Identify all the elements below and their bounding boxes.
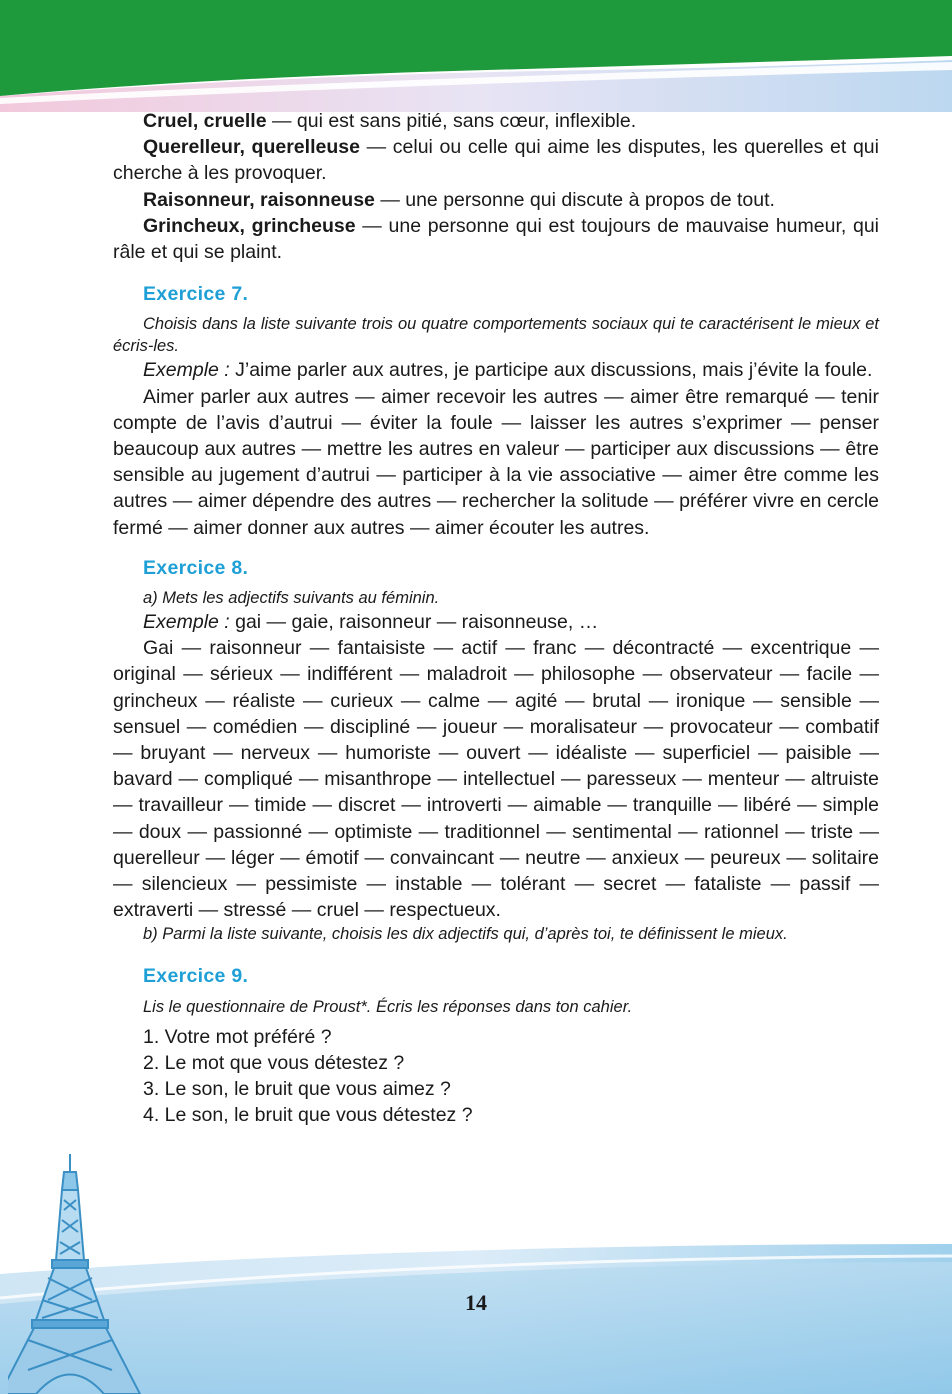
exercise-8-example: [113, 609, 879, 635]
definition-text: — une personne qui discute à propos de tout.: [374, 188, 775, 211]
definition-cruel: [113, 108, 879, 134]
question-item: 1. Votre mot préféré ?: [143, 1025, 332, 1048]
definition-term: Grincheux, grincheuse: [143, 214, 356, 237]
exercise-8-title: Exercice 8.: [143, 556, 249, 579]
definition-term: Cruel, cruelle: [143, 110, 267, 132]
page-content: [113, 108, 879, 1129]
exercise-8-instruction-a: a) Mets les adjectifs suivants au féminin.: [143, 589, 440, 608]
exercise-9-instruction: Lis le questionnaire de Proust*. Écris les réponses dans ton cahier.: [143, 997, 633, 1016]
question-list: [143, 1024, 879, 1129]
exercise-7-list: Aimer parler aux autres — aimer recevoir les autres — aimer être remarqué — tenir compte de l’avis d’autrui — éviter la foule — laisser les autres s’exprimer — penser beaucoup aux autres — mettre les autres en valeur — participer aux discussions — être sensible au jugement d’autrui — participer à la vie associative — aimer être comme les autres — aimer dépendre des autres — rechercher la solitude — préférer vivre en cercle fermé — aimer donner aux autres — aimer écouter les autres.: [113, 385, 879, 539]
exercise-7-example: [113, 357, 879, 383]
example-label: Exemple :: [143, 359, 230, 382]
definition-text: — qui est sans pitié, sans cœur, inflexible.: [266, 110, 637, 132]
definition-term: Raisonneur, raisonneuse: [143, 188, 375, 211]
exercise-8-instruction-b: b) Parmi la liste suivante, choisis les dix adjectifs qui, d’après toi, te définissent le mieux.: [143, 925, 788, 944]
definition-grincheux: [113, 213, 879, 265]
exercise-9-title: Exercice 9.: [143, 965, 249, 988]
example-text: J’aime parler aux autres, je participe aux discussions, mais j’évite la foule.: [229, 359, 873, 382]
exercise-8-list: Gai — raisonneur — fantaisiste — actif — franc — décontracté — excentrique — original — sérieux — indifférent — maladroit — philosophe — observateur — facile — grincheux — réaliste — curieux — calme — agité — brutal — ironique — sensible — sensuel — comédien — discipliné — joueur — moralisateur — provocateur — combatif — bruyant — nerveux — humoriste — ouvert — idéaliste — superficiel — paisible — bavard — compliqué — misanthrope — intellectuel — paresseux — menteur — altruiste — travailleur — timide — discret — introverti — aimable — tranquille — libéré — simple — doux — passionné — optimiste — traditionnel — sentimental — rationnel — triste — querelleur — léger — émotif — convaincant — neutre — anxieux — peureux — solitaire — silencieux — pessimiste — instable — tolérant — secret — fataliste — passif — extraverti — stressé — cruel — respectueux.: [113, 637, 879, 922]
page-number: 14: [465, 1290, 487, 1315]
exercise-7-title: Exercice 7.: [143, 283, 249, 306]
question-item: 2. Le mot que vous détestez ?: [143, 1051, 405, 1074]
question-item: 4. Le son, le bruit que vous détestez ?: [143, 1104, 473, 1127]
exercise-7-instruction: Choisis dans la liste suivante trois ou quatre comportements sociaux qui te caractérisent le mieux et écris-les.: [113, 315, 879, 356]
definition-querelleur: [113, 134, 879, 186]
definition-text: — une personne qui est toujours de mauvaise humeur, qui râle et qui se plaint.: [113, 214, 880, 264]
top-banner: [0, 0, 952, 112]
example-text: gai — gaie, raisonneur — raisonneuse, …: [229, 611, 599, 634]
eiffel-tower-icon: [8, 1150, 158, 1394]
definition-raisonneur: [113, 187, 879, 213]
definition-text: — celui ou celle qui aime les disputes, les querelles et qui cherche à les provoquer.: [113, 136, 879, 185]
example-label: Exemple :: [143, 611, 230, 634]
definition-term: Querelleur, querelleuse: [143, 136, 360, 159]
question-item: 3. Le son, le bruit que vous aimez ?: [143, 1078, 451, 1101]
